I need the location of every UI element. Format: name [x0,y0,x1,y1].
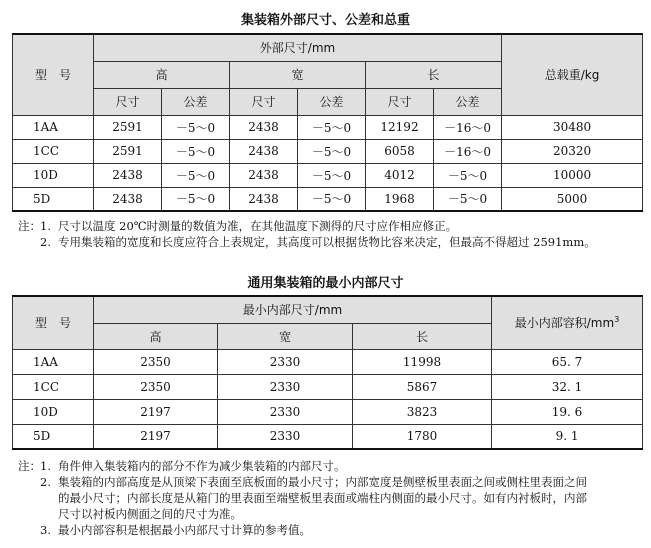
note-item [18,234,643,250]
note-number: 3. [40,523,51,537]
header-length: 长 [366,61,502,88]
cell-width: 2330 [218,374,353,399]
note-text: 的最小尺寸；内部长度是从箱门的里表面至端壁板里表面或端柱内侧面的最小尺寸。如有内衬板时，内部 [58,491,587,505]
cell-length: 11998 [353,349,492,374]
cell-model: 10D [13,163,94,187]
cell-model: 5D [13,187,94,211]
table2-notes [18,458,643,538]
cell-width: 2438 [230,115,298,139]
note-item [18,522,643,538]
cell-height-tolerance: －5～0 [162,139,230,163]
cell-height: 2350 [94,349,218,374]
note-text: 角件伸入集装箱内的部分不作为减少集装箱的内部尺寸。 [58,459,346,473]
cell-length: 12192 [366,115,434,139]
notes-prefix: 注： [18,219,41,233]
header-model: 型 号 [13,34,94,115]
table-row [13,187,643,211]
cell-height-tolerance: －5～0 [162,115,230,139]
note-text: 尺寸以温度 20℃时测量的数值为准，在其他温度下测得的尺寸应作相应修正。 [58,219,458,233]
cell-model: 10D [13,399,94,424]
cell-width: 2438 [230,187,298,211]
internal-dimensions-table [12,295,643,450]
note-number: 1. [40,219,51,233]
note-text: 集装箱的内部高度是从顶梁下表面至底板面的最小尺寸；内部宽度是侧壁板里表面之间或侧柱里表面之间 [58,475,587,489]
cell-model: 5D [13,424,94,449]
table-row [13,399,643,424]
header-size: 尺寸 [366,88,434,115]
cell-volume: 32. 1 [492,374,643,399]
header-length: 长 [353,323,492,349]
header-min-volume [492,296,643,349]
header-size: 尺寸 [94,88,162,115]
table-row [13,374,643,399]
cell-model: 1AA [13,115,94,139]
note-text: 最小内部容积是根据最小内部尺寸计算的参考值。 [58,523,311,537]
note-item [18,218,643,234]
header-height: 高 [94,61,230,88]
header-min-volume-exponent: 3 [614,315,620,325]
cell-height-tolerance: －5～0 [162,187,230,211]
table-row [13,115,643,139]
table-row [13,424,643,449]
cell-model: 1AA [13,349,94,374]
header-size: 尺寸 [230,88,298,115]
header-width: 宽 [230,61,366,88]
table1-title: 集装箱外部尺寸、公差和总重 [240,13,410,28]
external-dimensions-table [12,33,643,212]
header-height: 高 [94,323,218,349]
cell-height: 2591 [94,115,162,139]
note-number: 2. [40,235,51,249]
cell-width: 2330 [218,424,353,449]
cell-weight: 30480 [502,115,643,139]
cell-volume: 65. 7 [492,349,643,374]
header-model: 型 号 [13,296,94,349]
cell-model: 1CC [13,374,94,399]
cell-height: 2438 [94,163,162,187]
cell-height: 2197 [94,424,218,449]
cell-volume: 19. 6 [492,399,643,424]
cell-weight: 5000 [502,187,643,211]
cell-length-tolerance: －16～0 [434,139,502,163]
note-number: 1. [40,459,51,473]
cell-width-tolerance: －5～0 [298,163,366,187]
cell-width-tolerance: －5～0 [298,139,366,163]
header-width: 宽 [218,323,353,349]
cell-width: 2438 [230,139,298,163]
cell-length-tolerance: －5～0 [434,163,502,187]
cell-length: 1780 [353,424,492,449]
note-number: 2. [40,475,51,489]
cell-height: 2350 [94,374,218,399]
cell-width: 2330 [218,399,353,424]
table-row [13,163,643,187]
cell-width-tolerance: －5～0 [298,187,366,211]
cell-height: 2197 [94,399,218,424]
cell-width: 2438 [230,163,298,187]
note-item [18,474,643,490]
cell-length: 3823 [353,399,492,424]
table1-notes [18,218,643,250]
cell-length-tolerance: －5～0 [434,187,502,211]
header-internal-size: 最小内部尺寸/mm [94,296,492,323]
header-total-weight: 总载重/kg [502,34,643,115]
table2-title: 通用集装箱的最小内部尺寸 [247,276,404,291]
cell-weight: 10000 [502,163,643,187]
cell-width-tolerance: －5～0 [298,115,366,139]
notes-prefix: 注： [18,459,41,473]
note-item [18,458,643,474]
cell-weight: 20320 [502,139,643,163]
note-continuation [18,506,643,522]
cell-length: 4012 [366,163,434,187]
cell-length: 6058 [366,139,434,163]
note-text: 尺寸以衬板内侧面之间的尺寸为准。 [58,507,242,521]
note-text: 专用集装箱的宽度和长度应符合上表规定，其高度可以根据货物比容来决定，但最高不得超过 2591mm。 [58,235,596,249]
cell-length-tolerance: －16～0 [434,115,502,139]
header-tolerance: 公差 [298,88,366,115]
cell-length: 5867 [353,374,492,399]
note-continuation [18,490,643,506]
cell-volume: 9. 1 [492,424,643,449]
table-row [13,139,643,163]
cell-height: 2438 [94,187,162,211]
table-row [13,349,643,374]
cell-length: 1968 [366,187,434,211]
header-tolerance: 公差 [162,88,230,115]
header-external-size: 外部尺寸/mm [94,34,502,61]
cell-model: 1CC [13,139,94,163]
header-min-volume-label: 最小内部容积/mm [514,316,615,331]
cell-height-tolerance: －5～0 [162,163,230,187]
cell-width: 2330 [218,349,353,374]
header-tolerance: 公差 [434,88,502,115]
cell-height: 2591 [94,139,162,163]
